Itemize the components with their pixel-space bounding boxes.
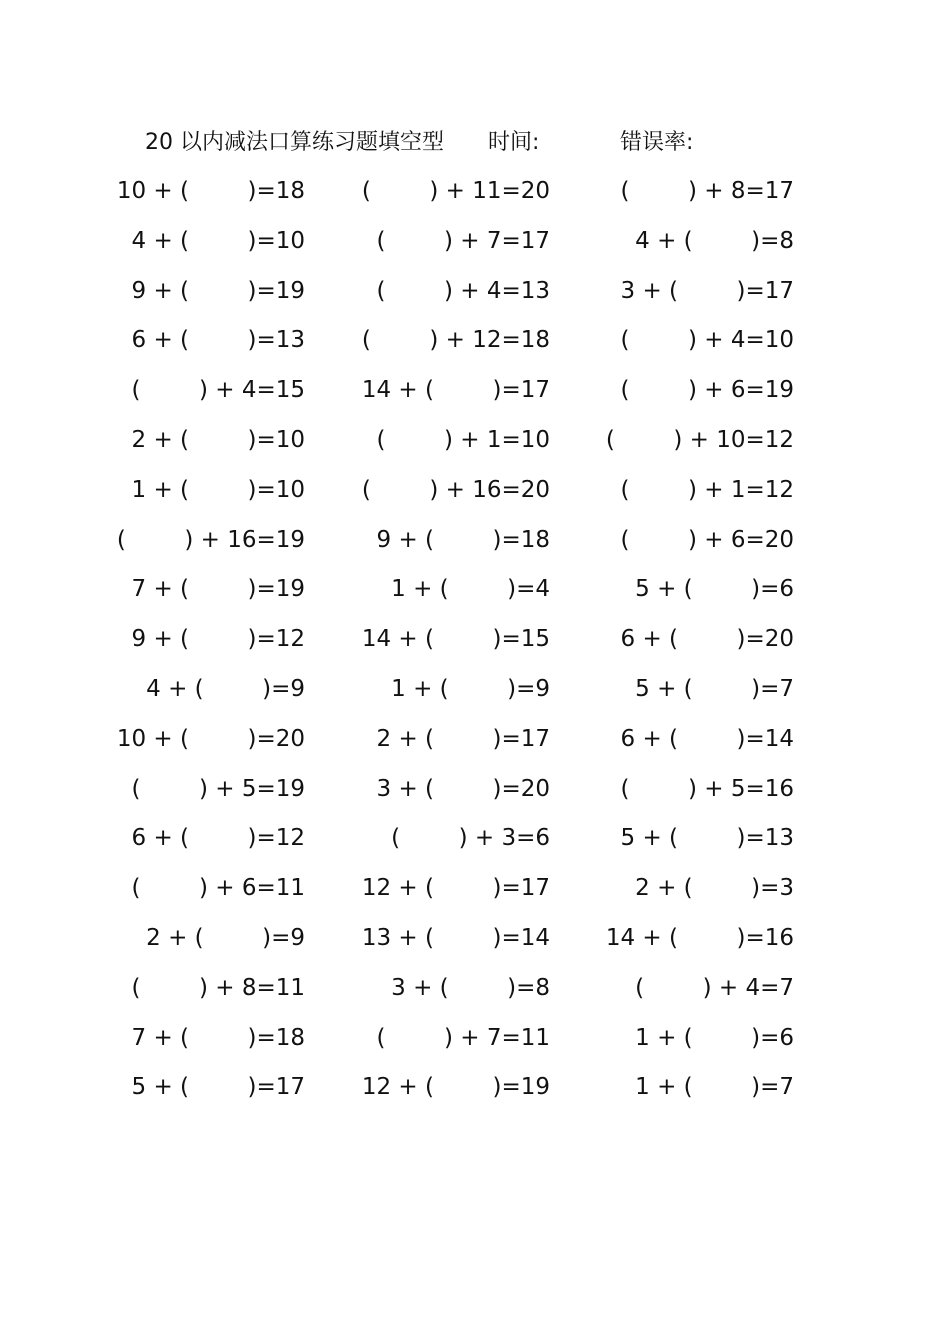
- exercise-item: 6 + ( )=20: [620, 626, 794, 653]
- exercise-item: 7 + ( )=18: [131, 1024, 305, 1051]
- exercise-item: 4 + ( )=8: [635, 227, 794, 254]
- exercise-item: ( ) + 5=16: [620, 775, 794, 802]
- exercise-item: 10 + ( )=20: [116, 725, 305, 752]
- exercise-item: ( ) + 7=11: [376, 1024, 550, 1051]
- exercise-item: 2 + ( )=9: [146, 924, 305, 951]
- exercise-row: [0, 772, 950, 822]
- exercise-item: 1 + ( )=4: [391, 576, 550, 603]
- exercise-item: ( ) + 6=11: [131, 875, 305, 902]
- exercise-item: ( ) + 16=20: [361, 476, 550, 503]
- exercise-item: ( ) + 3=6: [391, 825, 550, 852]
- exercise-item: 4 + ( )=9: [146, 675, 305, 702]
- exercise-row: [0, 373, 950, 423]
- exercise-item: 4 + ( )=10: [131, 227, 305, 254]
- exercise-item: 1 + ( )=7: [635, 1074, 794, 1101]
- exercise-item: ( ) + 10=12: [605, 426, 794, 453]
- exercise-item: 2 + ( )=17: [376, 725, 550, 752]
- exercise-item: 6 + ( )=14: [620, 725, 794, 752]
- exercise-item: ( ) + 4=10: [620, 327, 794, 354]
- exercise-item: 9 + ( )=12: [131, 626, 305, 653]
- exercise-item: 12 + ( )=19: [361, 1074, 550, 1101]
- exercise-item: 6 + ( )=13: [131, 327, 305, 354]
- exercise-item: 6 + ( )=12: [131, 825, 305, 852]
- exercise-row: [0, 921, 950, 971]
- exercise-row: [0, 572, 950, 622]
- exercise-item: 5 + ( )=17: [131, 1074, 305, 1101]
- exercise-row: [0, 821, 950, 871]
- exercise-item: 13 + ( )=14: [361, 924, 550, 951]
- exercise-row: [0, 423, 950, 473]
- exercise-row: [0, 523, 950, 573]
- exercise-item: ( ) + 5=19: [131, 775, 305, 802]
- exercise-item: 1 + ( )=9: [391, 675, 550, 702]
- exercise-item: 10 + ( )=18: [116, 178, 305, 204]
- exercise-grid: [0, 174, 950, 1120]
- exercise-item: ( ) + 4=15: [131, 377, 305, 404]
- exercise-item: 2 + ( )=3: [635, 875, 794, 902]
- exercise-item: 1 + ( )=10: [131, 476, 305, 503]
- exercise-item: 12 + ( )=17: [361, 875, 550, 902]
- exercise-row: [0, 323, 950, 373]
- exercise-item: ( ) + 7=17: [376, 227, 550, 254]
- exercise-item: 9 + ( )=18: [376, 526, 550, 553]
- exercise-row: [0, 1070, 950, 1120]
- exercise-item: 2 + ( )=10: [131, 426, 305, 453]
- worksheet-header: [0, 126, 950, 160]
- exercise-row: [0, 1021, 950, 1071]
- exercise-item: ( ) + 4=7: [635, 974, 794, 1001]
- exercise-item: ( ) + 12=18: [361, 327, 550, 354]
- exercise-item: 3 + ( )=8: [391, 974, 550, 1001]
- exercise-item: 7 + ( )=19: [131, 576, 305, 603]
- exercise-item: 5 + ( )=13: [620, 825, 794, 852]
- exercise-row: [0, 224, 950, 274]
- exercise-item: 14 + ( )=15: [361, 626, 550, 653]
- exercise-row: [0, 274, 950, 324]
- exercise-item: ( ) + 4=13: [376, 277, 550, 304]
- exercise-item: ( ) + 8=17: [620, 178, 794, 204]
- exercise-row: [0, 473, 950, 523]
- exercise-row: [0, 174, 950, 224]
- exercise-item: ( ) + 1=10: [376, 426, 550, 453]
- exercise-item: ( ) + 1=12: [620, 476, 794, 503]
- exercise-item: ( ) + 6=20: [620, 526, 794, 553]
- exercise-item: 9 + ( )=19: [131, 277, 305, 304]
- exercise-item: 3 + ( )=17: [620, 277, 794, 304]
- exercise-item: 5 + ( )=6: [635, 576, 794, 603]
- exercise-item: ( ) + 11=20: [361, 178, 550, 204]
- exercise-row: [0, 971, 950, 1021]
- exercise-item: 3 + ( )=20: [376, 775, 550, 802]
- exercise-row: [0, 622, 950, 672]
- exercise-item: ( ) + 6=19: [620, 377, 794, 404]
- time-label: 时间:: [488, 130, 540, 155]
- exercise-item: 14 + ( )=17: [361, 377, 550, 404]
- worksheet-title: 20 以内减法口算练习题填空型: [145, 130, 444, 155]
- exercise-row: [0, 871, 950, 921]
- exercise-item: 14 + ( )=16: [605, 924, 794, 951]
- error-rate-label: 错误率:: [620, 130, 694, 155]
- exercise-row: [0, 672, 950, 722]
- exercise-row: [0, 722, 950, 772]
- exercise-item: ( ) + 8=11: [131, 974, 305, 1001]
- exercise-item: 5 + ( )=7: [635, 675, 794, 702]
- exercise-item: 1 + ( )=6: [635, 1024, 794, 1051]
- exercise-item: ( ) + 16=19: [116, 526, 305, 553]
